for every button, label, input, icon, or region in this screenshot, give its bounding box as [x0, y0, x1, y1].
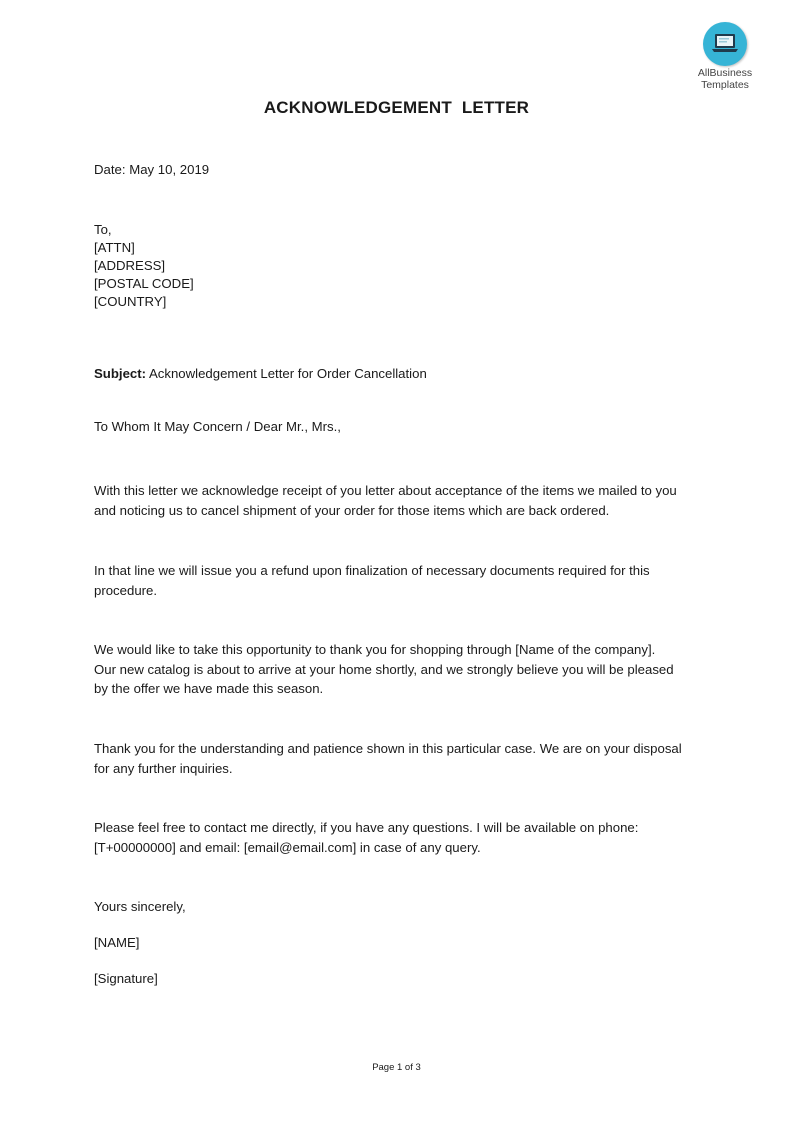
logo-text-line1: AllBusiness	[697, 67, 753, 79]
paragraph-line: Our new catalog is about to arrive at your home shortly, and we strongly believe you will be pleased	[94, 661, 674, 677]
subject-label: Subject:	[94, 366, 147, 381]
body-paragraph-5	[94, 818, 704, 857]
paragraph-line: by the offer we have made this season.	[94, 681, 324, 696]
document-title: ACKNOWLEDGEMENT LETTER	[263, 98, 530, 117]
paragraph-line: Thank you for the understanding and patience shown in this particular case. We are on your disposal	[94, 741, 682, 756]
closing: Yours sincerely,	[94, 899, 186, 914]
address-country: [COUNTRY]	[94, 294, 167, 309]
logo-text	[690, 67, 760, 91]
address-to: To,	[94, 222, 112, 237]
address-attn: [ATTN]	[94, 240, 135, 255]
sender-name: [NAME]	[94, 935, 140, 950]
signature: [Signature]	[94, 971, 158, 986]
allbusiness-templates-logo	[690, 22, 760, 91]
body-paragraph-1	[94, 481, 704, 520]
date-value: May 10, 2019	[129, 162, 210, 177]
paragraph-line: for any further inquiries.	[94, 760, 233, 776]
date-label: Date:	[94, 162, 126, 177]
salutation: To Whom It May Concern / Dear Mr., Mrs.,	[94, 419, 341, 434]
laptop-icon	[711, 32, 739, 54]
paragraph-line: [T+00000000] and email: [email@email.com] in case of any query.	[94, 839, 481, 855]
paragraph-line: In that line we will issue you a refund upon finalization of necessary documents required for this	[94, 563, 650, 578]
page-number: Page 1 of 3	[372, 1062, 421, 1073]
date-line	[94, 161, 209, 179]
paragraph-line: With this letter we acknowledge receipt of you letter about acceptance of the items we mailed to you	[94, 483, 677, 498]
body-paragraph-2	[94, 561, 704, 600]
logo-text-line2: Templates	[701, 79, 749, 91]
logo-badge	[703, 22, 747, 66]
body-paragraph-4	[94, 739, 704, 778]
paragraph-line: procedure.	[94, 582, 158, 598]
paragraph-line: We would like to take this opportunity to thank you for shopping through [Name of the company].	[94, 642, 656, 657]
subject-value: Acknowledgement Letter for Order Cancellation	[148, 366, 427, 381]
paragraph-line: Please feel free to contact me directly, if you have any questions. I will be available on phone:	[94, 820, 639, 835]
body-paragraph-3	[94, 640, 704, 699]
subject-line	[94, 365, 427, 383]
address-postal-code: [POSTAL CODE]	[94, 276, 194, 291]
paragraph-line: and noticing us to cancel shipment of your order for those items which are back ordered.	[94, 502, 610, 518]
address-street: [ADDRESS]	[94, 258, 166, 273]
